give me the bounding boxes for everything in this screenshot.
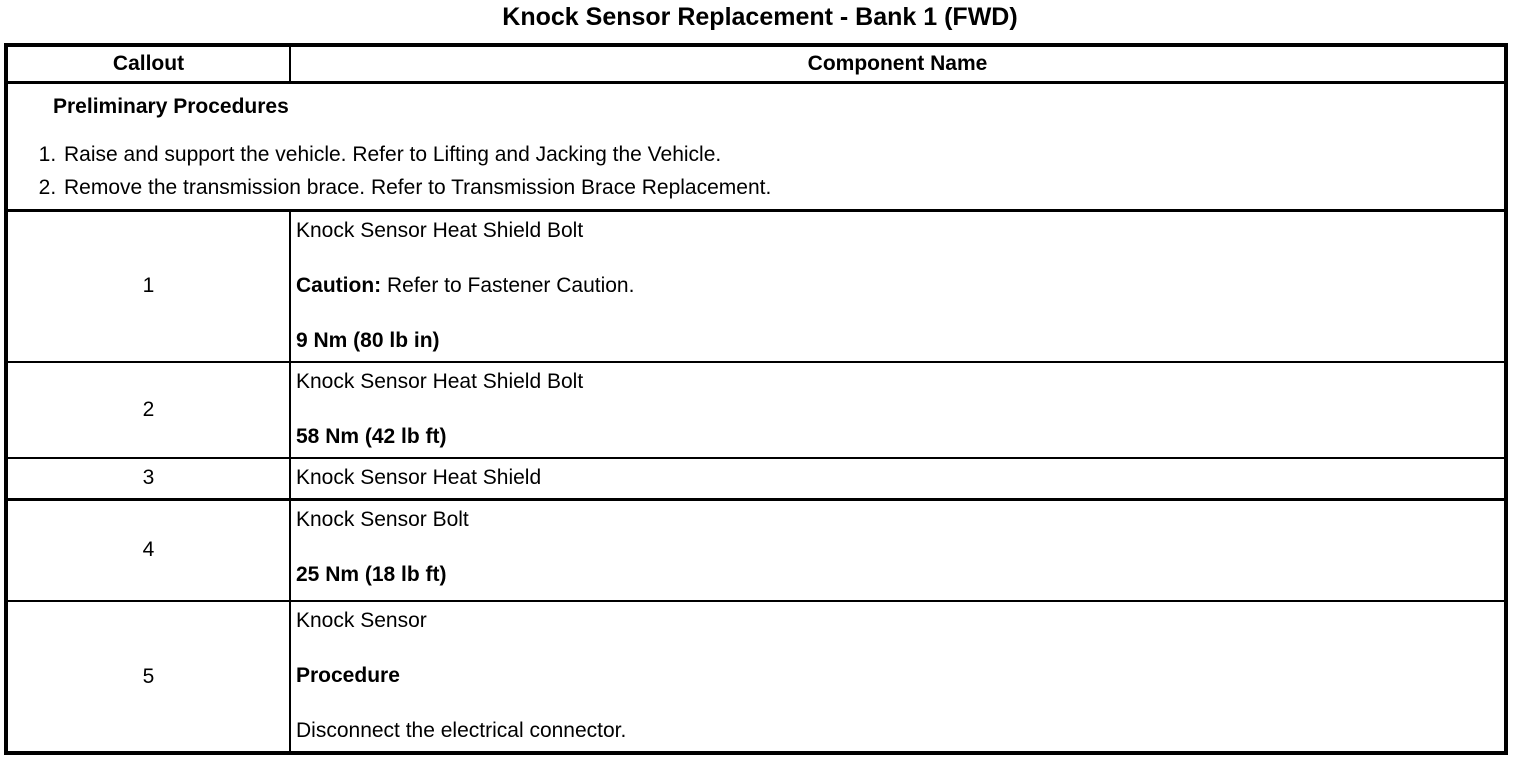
component-name-column-header: Component Name <box>290 45 1506 82</box>
caution-note <box>296 273 1494 298</box>
component-name-text: Knock Sensor Bolt <box>296 507 469 531</box>
procedure-label: Procedure <box>296 664 400 687</box>
preliminary-procedures-row <box>6 82 1506 210</box>
table-row <box>6 499 1506 601</box>
caution-label: Caution: <box>296 273 382 297</box>
component-name-text: Knock Sensor Heat Shield Bolt <box>296 218 584 242</box>
torque-spec: 25 Nm (18 lb ft) <box>296 562 447 586</box>
component-name-text: Knock Sensor Heat Shield Bolt <box>296 369 584 393</box>
preliminary-procedures-heading: Preliminary Procedures <box>53 94 289 118</box>
torque-spec: 58 Nm (42 lb ft) <box>296 424 447 448</box>
table-header-row <box>6 45 1506 82</box>
component-cell <box>290 362 1506 458</box>
preliminary-steps-list <box>8 138 1504 204</box>
component-cell <box>290 458 1506 500</box>
callout-number: 3 <box>6 458 290 500</box>
procedure-step: Disconnect the electrical connector. <box>296 719 627 742</box>
callout-number: 1 <box>6 210 290 362</box>
component-cell <box>290 210 1506 362</box>
callout-number: 4 <box>6 499 290 601</box>
preliminary-procedures-cell <box>6 82 1506 210</box>
callout-column-header: Callout <box>6 45 290 82</box>
table-row <box>6 362 1506 458</box>
component-cell <box>290 601 1506 753</box>
page-title: Knock Sensor Replacement - Bank 1 (FWD) <box>502 3 1018 31</box>
callout-number: 2 <box>6 362 290 458</box>
preliminary-step: 2. Remove the transmission brace. Refer to Transmission Brace Replacement. <box>62 171 1504 204</box>
component-name-text: Knock Sensor Heat Shield <box>296 465 542 489</box>
component-callout-table <box>4 43 1508 755</box>
table-row <box>6 458 1506 500</box>
table-row <box>6 210 1506 362</box>
preliminary-step: 1. Raise and support the vehicle. Refer to Lifting and Jacking the Vehicle. <box>62 138 1504 171</box>
component-cell <box>290 499 1506 601</box>
torque-spec: 9 Nm (80 lb in) <box>296 328 440 352</box>
table-row <box>6 601 1506 753</box>
component-name-text: Knock Sensor <box>296 609 427 632</box>
callout-number: 5 <box>6 601 290 753</box>
caution-text: Refer to Fastener Caution. <box>381 273 635 297</box>
